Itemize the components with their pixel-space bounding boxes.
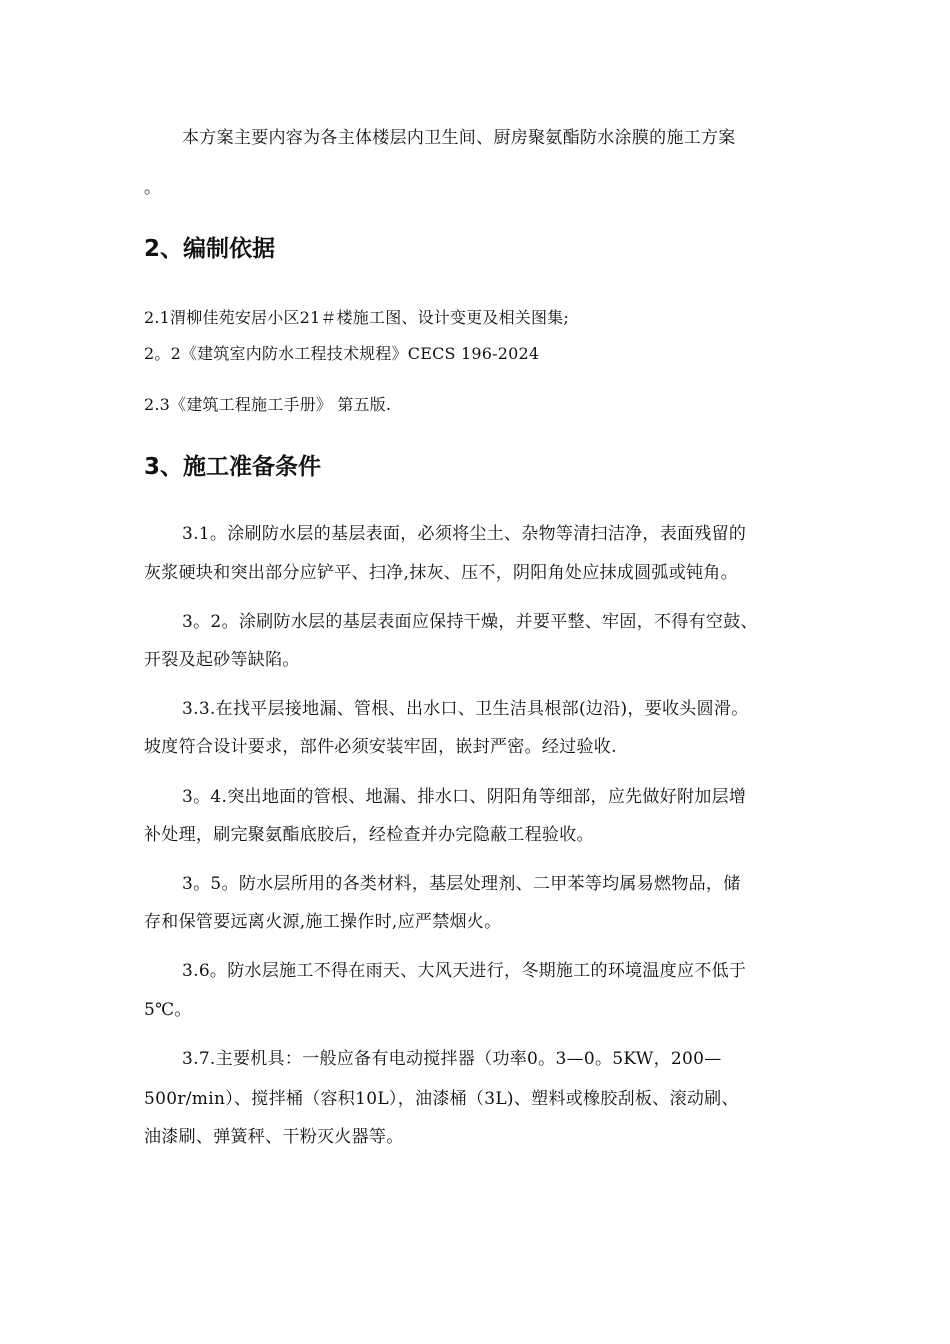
paragraph-3-1-line-1: 3.1。涂刷防水层的基层表面，必须将尘土、杂物等清扫洁净，表面残留的: [182, 524, 747, 544]
paragraph-3-7-line-1: 3.7.主要机具：一般应备有电动搅拌器（功率0。3—0。5KW，200—: [182, 1049, 722, 1069]
section-3-heading: 3、施工准备条件: [144, 454, 322, 480]
paragraph-3-6-line-2: 5℃。: [144, 1000, 192, 1020]
paragraph-3-1-line-2: 灰浆硬块和突出部分应铲平、扫净,抹灰、压不，阴阳角处应抹成圆弧或钝角。: [144, 563, 738, 583]
intro-line-2: 。: [144, 178, 162, 198]
paragraph-3-4-line-1: 3。4.突出地面的管根、地漏、排水口、阴阳角等细部，应先做好附加层增: [182, 787, 747, 807]
paragraph-3-5-line-2: 存和保管要远离火源,施工操作时,应严禁烟火。: [144, 912, 502, 932]
paragraph-3-4-line-2: 补处理，刷完聚氨酯底胶后，经检查并办完隐蔽工程验收。: [144, 825, 594, 845]
reference-item-2-1: 2.1渭柳佳苑安居小区21＃楼施工图、设计变更及相关图集;: [144, 308, 569, 327]
paragraph-3-5-line-1: 3。5。防水层所用的各类材料，基层处理剂、二甲苯等均属易燃物品，储: [182, 874, 741, 894]
paragraph-3-7-line-2: 500r/min）、搅拌桶（容积10L），油漆桶（3L)、塑料或橡胶刮板、滚动刷、: [144, 1089, 739, 1109]
paragraph-3-3-line-1: 3.3.在找平层接地漏、管根、出水口、卫生洁具根部(边沿)，要收头圆滑。: [182, 699, 749, 719]
reference-item-2-3: 2.3《建筑工程施工手册》 第五版.: [144, 395, 392, 414]
paragraph-3-2-line-2: 开裂及起砂等缺陷。: [144, 650, 300, 670]
reference-item-2-2: 2。2《建筑室内防水工程技术规程》CECS 196-2024: [144, 344, 540, 363]
paragraph-3-7-line-3: 油漆刷、弹簧秤、干粉灭火器等。: [144, 1127, 404, 1147]
paragraph-3-6-line-1: 3.6。防水层施工不得在雨天、大风天进行，冬期施工的环境温度应不低于: [182, 961, 747, 981]
intro-line-1: 本方案主要内容为各主体楼层内卫生间、厨房聚氨酯防水涂膜的施工方案: [182, 128, 736, 148]
paragraph-3-3-line-2: 坡度符合设计要求，部件必须安装牢固，嵌封严密。经过验收.: [144, 737, 617, 757]
section-2-heading: 2、编制依据: [144, 236, 276, 262]
paragraph-3-2-line-1: 3。2。涂刷防水层的基层表面应保持干燥，并要平整、牢固，不得有空鼓、: [182, 612, 758, 632]
